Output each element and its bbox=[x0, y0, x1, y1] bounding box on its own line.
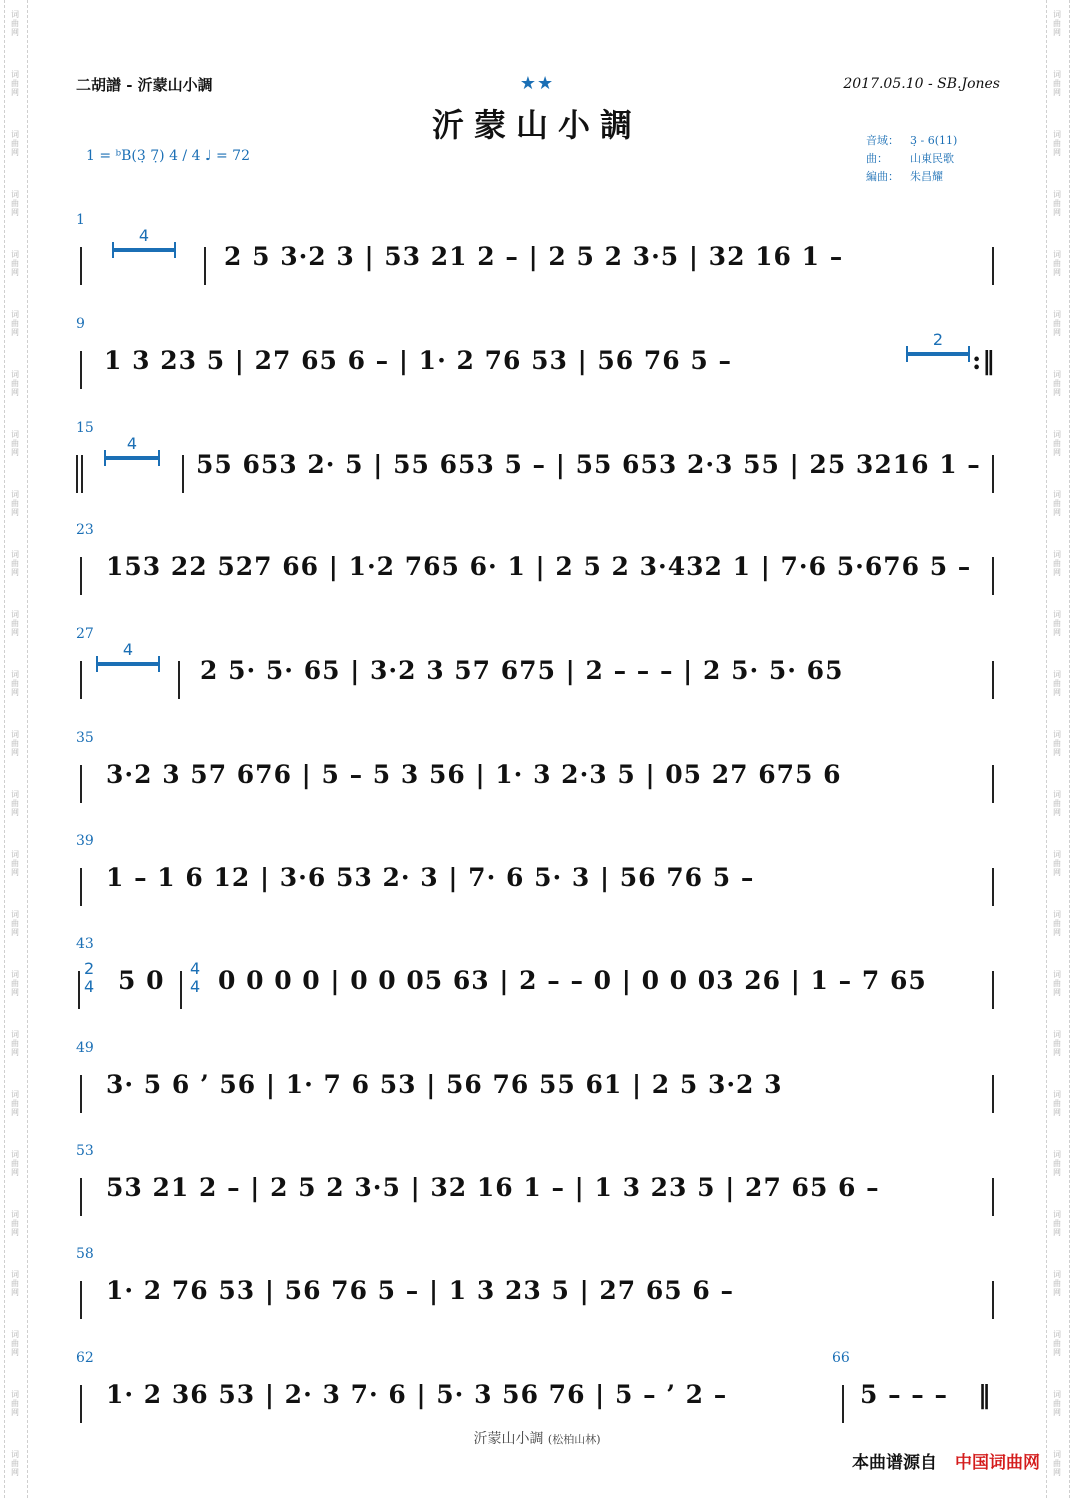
barline bbox=[80, 868, 82, 906]
watermark-text: 词 曲 网 bbox=[1053, 1390, 1061, 1417]
staff-row bbox=[76, 1143, 1000, 1243]
staff-row bbox=[76, 316, 1000, 416]
measure-number: 23 bbox=[76, 522, 94, 538]
watermark-text: 词 曲 网 bbox=[11, 430, 19, 457]
watermark-text: 词 曲 网 bbox=[1053, 190, 1061, 217]
measure-number: 58 bbox=[76, 1246, 94, 1262]
barline bbox=[80, 1178, 82, 1216]
barline bbox=[992, 868, 994, 906]
barline bbox=[992, 1281, 994, 1319]
watermark-text: 词 曲 网 bbox=[11, 1150, 19, 1177]
credits bbox=[866, 132, 957, 186]
time-signature: 2 4 bbox=[84, 959, 95, 996]
watermark-text: 词 曲 网 bbox=[11, 1330, 19, 1357]
note-line: 2 5· 5· 65 | 3·2 3 57 675 | 2 – – – | 2 5· 5· 65 bbox=[200, 656, 844, 685]
measure-number: 43 bbox=[76, 936, 94, 952]
multi-rest: 4 bbox=[104, 456, 160, 460]
note-line: 1· 2 76 53 | 56 76 5 – | 1 3 23 5 | 27 65 6 – bbox=[106, 1276, 734, 1305]
barline bbox=[992, 765, 994, 803]
measure-number: 35 bbox=[76, 730, 94, 746]
watermark-text: 词 曲 网 bbox=[1053, 250, 1061, 277]
measure-number: 49 bbox=[76, 1040, 94, 1056]
watermark-text: 词 曲 网 bbox=[1053, 1030, 1061, 1057]
footer-title: 沂蒙山小調 (松柏山林) bbox=[473, 1431, 601, 1447]
note-line: 3· 5 6 ’ 56 | 1· 7 6 53 | 56 76 55 61 | 2 5 3·2 3 bbox=[106, 1070, 783, 1099]
note-line: 5 – – – bbox=[860, 1380, 949, 1409]
watermark-text: 词 曲 网 bbox=[1053, 310, 1061, 337]
barline bbox=[80, 765, 82, 803]
measure-number: 27 bbox=[76, 626, 94, 642]
watermark-text: 词 曲 网 bbox=[11, 10, 19, 37]
measure-number: 53 bbox=[76, 1143, 94, 1159]
note-line: 0 0 0 0 | 0 0 05 63 | 2 – – 0 | 0 0 03 26 | 1 – 7 65 bbox=[218, 966, 927, 995]
time-signature: 4 4 bbox=[190, 959, 201, 996]
watermark-text: 词 曲 网 bbox=[1053, 730, 1061, 757]
watermark-text: 词 曲 网 bbox=[11, 970, 19, 997]
watermark-text: 词 曲 网 bbox=[1053, 130, 1061, 157]
watermark-text: 词 曲 网 bbox=[11, 250, 19, 277]
note-line: 3·2 3 57 676 | 5 – 5 3 56 | 1· 3 2·3 5 | 05 27 675 6 bbox=[106, 760, 842, 789]
watermark-text: 词 曲 网 bbox=[1053, 910, 1061, 937]
watermark-text: 词 曲 网 bbox=[11, 190, 19, 217]
barline bbox=[992, 455, 994, 493]
watermark-text: 词 曲 网 bbox=[11, 850, 19, 877]
watermark-text: 词 曲 网 bbox=[1053, 1210, 1061, 1237]
barline bbox=[180, 971, 182, 1009]
barline bbox=[80, 557, 82, 595]
multi-rest: 4 bbox=[112, 248, 176, 252]
watermark-text: 词 曲 网 bbox=[11, 70, 19, 97]
barline bbox=[80, 247, 82, 285]
watermark-text: 词 曲 网 bbox=[11, 670, 19, 697]
score-subtitle: 二胡譜 - 沂蒙山小調 bbox=[76, 76, 213, 94]
barline bbox=[992, 661, 994, 699]
barline bbox=[992, 1075, 994, 1113]
watermark-text: 词 曲 网 bbox=[1053, 550, 1061, 577]
staff-row bbox=[76, 730, 1000, 830]
staff-row bbox=[76, 1040, 1000, 1140]
staff-row bbox=[76, 420, 1000, 520]
watermark-text: 词 曲 网 bbox=[11, 790, 19, 817]
multi-rest: 2 bbox=[906, 352, 970, 356]
date-author: 2017.05.10 - SB.Jones bbox=[843, 76, 1000, 92]
barline bbox=[842, 1385, 844, 1423]
watermark-text: 词 曲 网 bbox=[11, 370, 19, 397]
watermark-text: 词 曲 网 bbox=[11, 310, 19, 337]
barline bbox=[992, 247, 994, 285]
barline bbox=[76, 455, 78, 493]
watermark-text: 词 曲 网 bbox=[1053, 1150, 1061, 1177]
page-title: 沂蒙山小調 bbox=[431, 106, 642, 144]
barline bbox=[80, 1281, 82, 1319]
watermark-text: 词 曲 网 bbox=[1053, 490, 1061, 517]
multi-rest: 4 bbox=[96, 662, 160, 666]
final-barline: ‖ bbox=[978, 1380, 992, 1409]
barline bbox=[78, 971, 80, 1009]
source-credit: 本曲谱源自 中国词曲网 bbox=[852, 1453, 1040, 1473]
staff-row bbox=[76, 936, 1000, 1036]
difficulty-stars: ★★ bbox=[519, 73, 555, 94]
barline bbox=[204, 247, 206, 285]
watermark-text: 词 曲 网 bbox=[1053, 1270, 1061, 1297]
staff-row bbox=[76, 522, 1000, 622]
barline bbox=[178, 661, 180, 699]
watermark-text: 词 曲 网 bbox=[11, 1270, 19, 1297]
note-line: 1· 2 36 53 | 2· 3 7· 6 | 5· 3 56 76 | 5 – ’ 2 – bbox=[106, 1380, 728, 1409]
credit-arranger: 編曲： 朱昌耀 bbox=[866, 170, 943, 183]
barline bbox=[80, 1385, 82, 1423]
watermark-text: 词 曲 网 bbox=[1053, 370, 1061, 397]
barline bbox=[992, 971, 994, 1009]
credit-range: 音域： 3̣ - 6(11) bbox=[866, 134, 958, 147]
note-line: 1 – 1 6 12 | 3·6 53 2· 3 | 7· 6 5· 3 | 56 76 5 – bbox=[106, 863, 755, 892]
repeat-end: :‖ bbox=[972, 346, 996, 375]
watermark-text: 词 曲 网 bbox=[1053, 1330, 1061, 1357]
watermark-text: 词 曲 网 bbox=[11, 1210, 19, 1237]
watermark-text: 词 曲 网 bbox=[1053, 1450, 1061, 1477]
staff-row bbox=[76, 212, 1000, 312]
note-line: 5 0 bbox=[118, 966, 165, 995]
watermark-text: 词 曲 网 bbox=[11, 130, 19, 157]
watermark-text: 词 曲 网 bbox=[1053, 70, 1061, 97]
watermark-text: 词 曲 网 bbox=[11, 730, 19, 757]
measure-number: 62 bbox=[76, 1350, 94, 1366]
watermark-text: 词 曲 网 bbox=[11, 910, 19, 937]
watermark-text: 词 曲 网 bbox=[1053, 610, 1061, 637]
watermark-text: 词 曲 网 bbox=[1053, 970, 1061, 997]
watermark-text: 词 曲 网 bbox=[11, 1030, 19, 1057]
barline bbox=[80, 661, 82, 699]
credit-song: 曲： 山東民歌 bbox=[866, 152, 954, 165]
right-margin-watermark bbox=[1046, 0, 1070, 1498]
barline bbox=[182, 455, 184, 493]
note-line: 1 3 23 5 | 27 65 6 – | 1· 2 76 53 | 56 76 5 – bbox=[104, 346, 732, 375]
barline bbox=[80, 1075, 82, 1113]
site-name: 中国词曲网 bbox=[955, 1453, 1040, 1473]
watermark-text: 词 曲 网 bbox=[1053, 10, 1061, 37]
staff-row bbox=[76, 626, 1000, 726]
note-line: 2 5 3·2 3 | 53 21 2 – | 2 5 2 3·5 | 32 16 1 – bbox=[224, 242, 844, 271]
watermark-text: 词 曲 网 bbox=[1053, 670, 1061, 697]
note-line: 55 653 2· 5 | 55 653 5 – | 55 653 2·3 55 | 25 3216 1 – bbox=[196, 450, 981, 479]
watermark-text: 词 曲 网 bbox=[11, 490, 19, 517]
note-line: 153 22 527 66 | 1·2 765 6· 1 | 2 5 2 3·432 1 | 7·6 5·676 5 – bbox=[106, 552, 972, 581]
barline bbox=[80, 351, 82, 389]
staff-row bbox=[76, 1246, 1000, 1346]
note-line: 53 21 2 – | 2 5 2 3·5 | 32 16 1 – | 1 3 23 5 | 27 65 6 – bbox=[106, 1173, 880, 1202]
measure-number: 66 bbox=[832, 1350, 850, 1366]
watermark-text: 词 曲 网 bbox=[11, 1090, 19, 1117]
measure-number: 1 bbox=[76, 212, 85, 228]
staff-row bbox=[76, 833, 1000, 933]
watermark-text: 词 曲 网 bbox=[11, 1390, 19, 1417]
watermark-text: 词 曲 网 bbox=[1053, 430, 1061, 457]
watermark-text: 词 曲 网 bbox=[11, 610, 19, 637]
watermark-text: 词 曲 网 bbox=[1053, 1090, 1061, 1117]
watermark-text: 词 曲 网 bbox=[11, 1450, 19, 1477]
watermark-text: 词 曲 网 bbox=[11, 550, 19, 577]
barline bbox=[992, 557, 994, 595]
watermark-text: 词 曲 网 bbox=[1053, 790, 1061, 817]
measure-number: 15 bbox=[76, 420, 94, 436]
key-signature: 1 = ᵇB(3̣ 7̣) 4 / 4 ♩ = 72 bbox=[86, 148, 250, 164]
watermark-text: 词 曲 网 bbox=[1053, 850, 1061, 877]
left-margin-watermark bbox=[4, 0, 28, 1498]
measure-number: 39 bbox=[76, 833, 94, 849]
barline bbox=[992, 1178, 994, 1216]
measure-number: 9 bbox=[76, 316, 85, 332]
barline bbox=[81, 455, 83, 493]
